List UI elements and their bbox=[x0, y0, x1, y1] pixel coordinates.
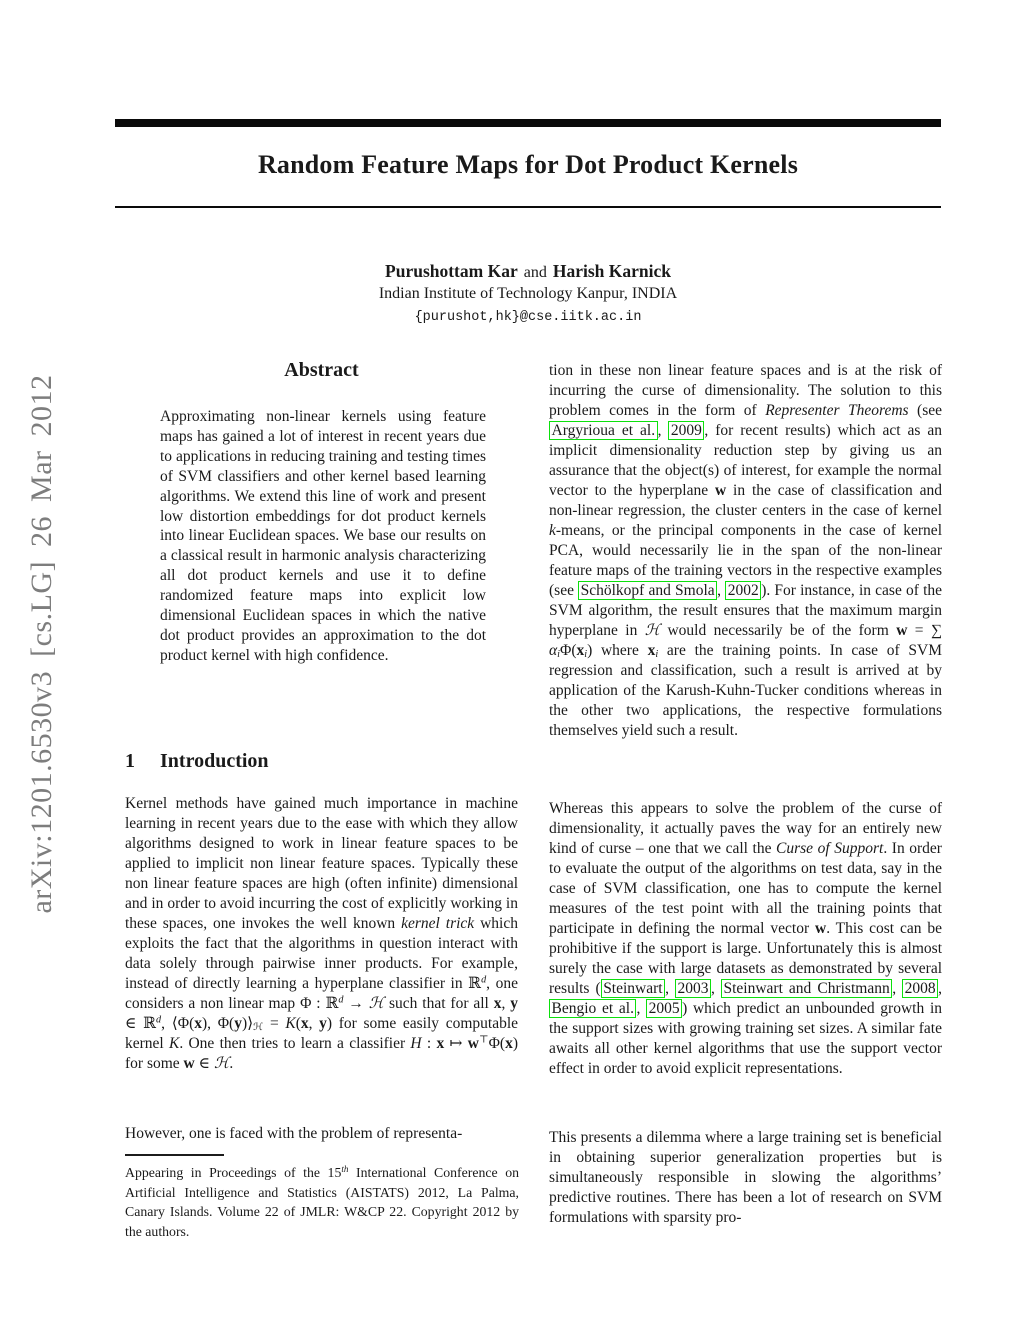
text-segment: ) for some bbox=[125, 1035, 518, 1072]
text-segment: Whereas this appears to solve the problem of the curse of dimensionality, it actually paves the way for an entirely new kind of curse – one that we call the bbox=[549, 800, 942, 857]
text-segment: K bbox=[285, 1015, 296, 1032]
text-segment: w bbox=[896, 622, 908, 639]
section-title: Introduction bbox=[160, 750, 269, 772]
citation-link[interactable]: Steinwart and Christmann bbox=[721, 979, 892, 998]
text-segment: ⊤ bbox=[478, 1034, 489, 1046]
text-segment: = bbox=[263, 1015, 286, 1032]
text-segment: ℝ bbox=[325, 995, 339, 1012]
text-segment: , one considers a non linear map Φ : bbox=[125, 975, 518, 1012]
text-segment: in the case of classification and non-linear regression, the cluster centers in the case of kernel bbox=[549, 482, 943, 519]
right-paragraph-1 bbox=[549, 361, 942, 741]
text-segment: x bbox=[194, 1015, 202, 1032]
arxiv-watermark bbox=[24, 344, 60, 944]
text-segment: ) where bbox=[587, 642, 648, 659]
citation-link[interactable]: Steinwart bbox=[601, 979, 665, 998]
abstract-heading: Abstract bbox=[284, 359, 359, 381]
citation-link[interactable]: 2009 bbox=[668, 421, 704, 440]
text-segment: ∈ bbox=[125, 1015, 144, 1032]
text-segment: w bbox=[714, 482, 727, 499]
citation-link[interactable]: 2002 bbox=[725, 581, 761, 600]
text-segment: , bbox=[717, 582, 726, 599]
text-segment: d bbox=[338, 994, 344, 1006]
text-segment: . In order to evaluate the output of the algorithms on test data, say in the case of SVM classification, one has to compute the kernel measures of the test point with all the training points that participate in defining the normal vector bbox=[549, 840, 942, 937]
text-segment: , ⟨Φ( bbox=[161, 1015, 195, 1032]
text-segment: d bbox=[481, 974, 487, 986]
text-segment: x bbox=[300, 1015, 309, 1032]
text-segment: = ∑ bbox=[907, 622, 943, 639]
citation-link[interactable]: 2003 bbox=[675, 979, 711, 998]
citation-link[interactable]: Bengio et al. bbox=[549, 999, 636, 1018]
text-segment: ℝ bbox=[143, 1015, 157, 1032]
text-segment: , bbox=[657, 422, 669, 439]
authors-line bbox=[115, 261, 941, 283]
text-segment: -means, or the principal components in the case of kernel PCA, would necessarily lie in the span of the non-linear feature maps of the training vectors in the respective examples (see bbox=[549, 522, 942, 599]
text-segment: Representer Theorems bbox=[765, 402, 909, 419]
text-segment: w bbox=[183, 1055, 195, 1072]
footnote-rule bbox=[125, 1154, 224, 1156]
section-number: 1 bbox=[125, 750, 135, 772]
text-segment: kernel trick bbox=[401, 915, 475, 932]
arxiv-watermark-text: arXiv:1201.6530v3 [cs.LG] 26 Mar 2012 bbox=[25, 374, 58, 914]
text-segment: x bbox=[647, 642, 656, 659]
text-segment: x bbox=[436, 1035, 445, 1052]
text-segment: → bbox=[343, 995, 369, 1012]
text-segment: x bbox=[505, 1035, 513, 1052]
text-segment: are the training points. In case of SVM regression and classification, such a result is arrived at by application of the Karush-Kuhn-Tucker conditions whereas in the other two applications, the respective formulations themselves yield such a result. bbox=[549, 642, 942, 739]
top-rule-thick bbox=[115, 119, 941, 127]
text-segment: (see bbox=[908, 402, 942, 419]
text-segment: , bbox=[938, 980, 943, 997]
text-segment: such that for all bbox=[384, 995, 494, 1012]
text-segment: d bbox=[156, 1014, 162, 1026]
intro-paragraph-2 bbox=[125, 1124, 518, 1144]
text-segment: ℋ bbox=[213, 1055, 230, 1072]
footnote-text bbox=[125, 1163, 519, 1241]
text-segment: ℋ bbox=[368, 995, 385, 1012]
text-segment: w bbox=[815, 920, 827, 937]
text-segment: α bbox=[549, 642, 558, 659]
text-segment: , bbox=[665, 980, 676, 997]
text-segment: w bbox=[467, 1035, 479, 1052]
text-segment: ). For instance, in case of the SVM algorithm, the result ensures that the maximum margin hyperplane in bbox=[549, 582, 943, 639]
text-segment: i bbox=[557, 649, 560, 661]
text-segment: , bbox=[711, 980, 721, 997]
citation-link[interactable]: Schölkopf and Smola bbox=[578, 581, 717, 600]
text-segment: Φ( bbox=[488, 1035, 506, 1052]
text-segment: y bbox=[510, 995, 519, 1012]
text-segment: Kernel methods have gained much importance in machine learning in recent years due to the ease with which they allow algorithms designed to work in linear feature spaces to be applied to implicit non linear feature spaces. Typically these non linear feature spaces are high (often infinite) dimensional and in order to avoid incurring the cost of explicitly working in these spaces, one invokes the well known bbox=[125, 795, 518, 932]
text-segment: i bbox=[584, 649, 588, 661]
text-segment: K bbox=[169, 1035, 180, 1052]
text-segment: which exploits the fact that the algorithms in question interact with data solely through pairwise inner products. For example, instead of directly learning a hyperplane classifier in bbox=[125, 915, 518, 992]
right-paragraph-2 bbox=[549, 799, 942, 1079]
email-address: {purushot,hk}@cse.iitk.ac.in bbox=[414, 310, 642, 325]
right-paragraph-3 bbox=[549, 1128, 942, 1228]
text-segment: ) for some easily computable kernel bbox=[125, 1015, 519, 1052]
text-segment: y bbox=[319, 1015, 327, 1032]
citation-link[interactable]: 2008 bbox=[902, 979, 938, 998]
author-conjunction: and bbox=[523, 264, 547, 281]
text-segment: ), Φ( bbox=[202, 1015, 235, 1032]
citation-link[interactable]: Argyrioua et al. bbox=[549, 421, 658, 440]
text-segment: However, one is faced with the problem of representa- bbox=[125, 1125, 463, 1142]
text-segment: x bbox=[576, 642, 585, 659]
text-segment: th bbox=[341, 1164, 349, 1174]
text-segment: , for recent results) which act as an implicit dimensionality reduction step by giving us an assurance that the object(s) of interest, for example the normal vector to the hyperplane bbox=[549, 422, 942, 499]
text-segment: . This cost can be prohibitive if the support is large. Unfortunately this is almost surely the case with large datasets as demonstrated by several results ( bbox=[549, 920, 942, 997]
text-segment: , bbox=[636, 1000, 647, 1017]
paper-title: Random Feature Maps for Dot Product Kernels bbox=[257, 150, 799, 179]
author-1: Purushottam Kar bbox=[385, 261, 518, 281]
text-segment: International Conference on Artificial Intelligence and Statistics (AISTATS) 2012, La Palma, Canary Islands. Volume 22 of JMLR: W&CP 22. Copyright 2012 by the authors. bbox=[125, 1165, 519, 1239]
text-segment: ↦ bbox=[444, 1035, 468, 1052]
text-segment: ℋ bbox=[644, 622, 661, 639]
text-segment: tion in these non linear feature spaces and is at the risk of incurring the curse of dimensionality. The solution to this problem comes in the form of bbox=[549, 362, 942, 419]
text-segment: ( bbox=[295, 1015, 301, 1032]
text-segment: Appearing in Proceedings of the 15 bbox=[125, 1165, 342, 1180]
text-segment: Curse of Support bbox=[776, 840, 884, 857]
text-segment: , bbox=[892, 980, 903, 997]
author-2: Harish Karnick bbox=[552, 261, 671, 281]
text-segment: would necessarily be of the form bbox=[660, 622, 897, 639]
text-segment: Φ( bbox=[559, 642, 577, 659]
text-segment: y bbox=[234, 1015, 242, 1032]
intro-paragraph-1 bbox=[125, 794, 518, 1074]
text-segment: This presents a dilemma where a large training set is beneficial in obtaining superior generalization properties but is simultaneously responsible in slowing the algorithms’ predictive routines. There has been a lot of research on SVM formulations with sparsity pro- bbox=[549, 1129, 942, 1226]
text-segment: . bbox=[229, 1055, 234, 1072]
abstract-body: Approximating non-linear kernels using feature maps has gained a lot of interest in recent years due to applications in reducing training and testing times of SVM classifiers and other kernel based learning algorithms. We extend this line of work and present low distortion embeddings for dot product kernels into linear Euclidean spaces. We base our results on a classical result in harmonic analysis characterizing all dot product kernels and use it to define randomized feature maps into explicit low dimensional Euclidean spaces in which the native dot product provides an approximation to the dot product kernel with high confidence. bbox=[160, 408, 486, 664]
text-segment: i bbox=[655, 649, 659, 661]
text-segment: )⟩ bbox=[241, 1015, 254, 1032]
title-rule bbox=[115, 206, 941, 208]
text-segment: ) which predict an unbounded growth in the support sizes with growing training set sizes. A similar fate awaits all other kernel algorithms that use the support vector effect in order to avoid explicit representations. bbox=[549, 1000, 943, 1077]
text-segment: ℝ bbox=[468, 975, 482, 992]
author-block bbox=[115, 261, 941, 328]
text-segment: H bbox=[410, 1035, 422, 1052]
text-segment: . One then tries to learn a classifier bbox=[179, 1035, 411, 1052]
citation-link[interactable]: 2005 bbox=[646, 999, 682, 1018]
text-segment: ℋ bbox=[253, 1022, 264, 1034]
text-segment: , bbox=[501, 995, 511, 1012]
text-segment: x bbox=[493, 995, 502, 1012]
text-segment: ∈ bbox=[194, 1055, 214, 1072]
text-segment: , bbox=[308, 1015, 320, 1032]
text-segment: : bbox=[421, 1035, 437, 1052]
affiliation: Indian Institute of Technology Kanpur, INDIA bbox=[378, 285, 678, 302]
section-heading-introduction bbox=[125, 750, 518, 773]
text-segment: k bbox=[549, 522, 556, 539]
